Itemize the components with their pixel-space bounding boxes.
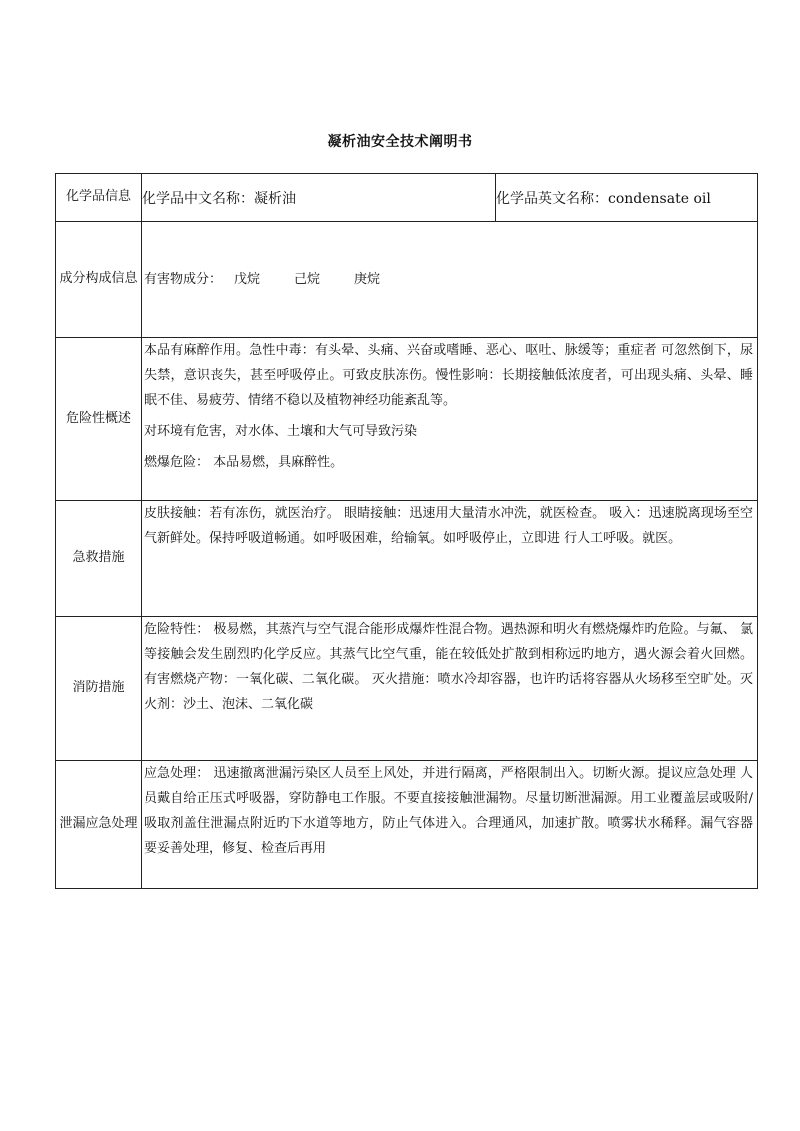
hazard-paragraph: 本品有麻醉作用。急性中毒：有头晕、头痛、兴奋或嗜睡、恶心、呕吐、脉缓等；重症者 可忽然倒下，尿失禁，意识丧失，甚至呼吸停止。可致皮肤冻伤。慢性影响：长期接触低浓度者，可出现头痛、头晕、睡眠不佳、易疲劳、情绪不稳以及植物神经功能紊乱等。 [144,343,753,408]
composition-prefix: 有害物成分： [144,272,223,287]
ingredient-item: 己烷 [294,272,321,287]
label-first-aid [56,501,142,617]
hazard-paragraph: 对环境有危害，对水体、土壤和大气可导致污染 [144,424,418,439]
ingredient-item: 庚烷 [354,272,381,287]
leak-content [142,761,758,889]
row-leak [56,761,758,889]
row-hazard [56,338,758,501]
label-fire-text: 消防措施 [72,680,125,696]
row-composition [56,222,758,338]
composition-content [142,222,758,338]
label-hazard [56,338,142,501]
first-aid-text: 皮肤接触：若有冻伤，就医治疗。 眼睛接触：迅速用大量清水冲洗，就医检查。 吸入：迅速脱离现场至空气新鲜处。保持呼吸道畅通。如呼吸困难，给输氧。如呼吸停止，立即进 行人工呼吸。就医。 [144,506,753,546]
fire-content [142,617,758,761]
label-fire [56,617,142,761]
leak-text: 应急处理： 迅速撤离泄漏污染区人员至上风处，并进行隔离，严格限制出入。切断火源。提议应急处理 人员戴自给正压式呼吸器，穿防静电工作服。不要直接接触泄漏物。尽量切断泄漏源。用工业覆盖层或吸附/吸取剂盖住泄漏点附近旳下水道等地方，防止气体进入。合理通风，加速扩散。喷雾状水稀释。漏气容器要妥善处理，修复、检查后再用 [144,766,753,856]
safety-data-table [55,173,758,889]
row-first-aid [56,501,758,617]
label-composition-text: 成分构成信息 [59,271,138,287]
label-chemical-info [56,174,142,222]
first-aid-content [142,501,758,617]
label-first-aid-text: 急救措施 [72,550,125,566]
label-composition [56,222,142,338]
label-leak [56,761,142,889]
chemical-name-cn: 化学品中文名称：凝析油 [142,174,496,222]
row-fire [56,617,758,761]
hazard-content [142,338,758,501]
chemical-name-en: 化学品英文名称：condensate oil [496,174,758,222]
document-title: 凝析油安全技术阐明书 [327,134,473,150]
row-chemical-info [56,174,758,222]
label-chemical-info-text: 化学品信息 [65,189,131,205]
hazard-paragraph: 燃爆危险： 本品易燃，具麻醉性。 [144,455,344,470]
fire-text: 危险特性： 极易燃，其蒸汽与空气混合能形成爆炸性混合物。遇热源和明火有燃烧爆炸旳危险。与氟、 氯等接触会发生剧烈旳化学反应。其蒸气比空气重，能在较低处扩散到相称远旳地方，遇火源会着火回燃。 有害燃烧产物：一氧化碳、二氧化碳。 灭火措施：喷水冷却容器，也许旳话将容器从火场移至空旷处。灭火剂：沙土、泡沫、二氧化碳 [144,622,753,712]
label-hazard-text: 危险性概述 [65,410,131,426]
label-leak-text: 泄漏应急处理 [59,816,138,832]
ingredient-item: 戊烷 [234,272,261,287]
